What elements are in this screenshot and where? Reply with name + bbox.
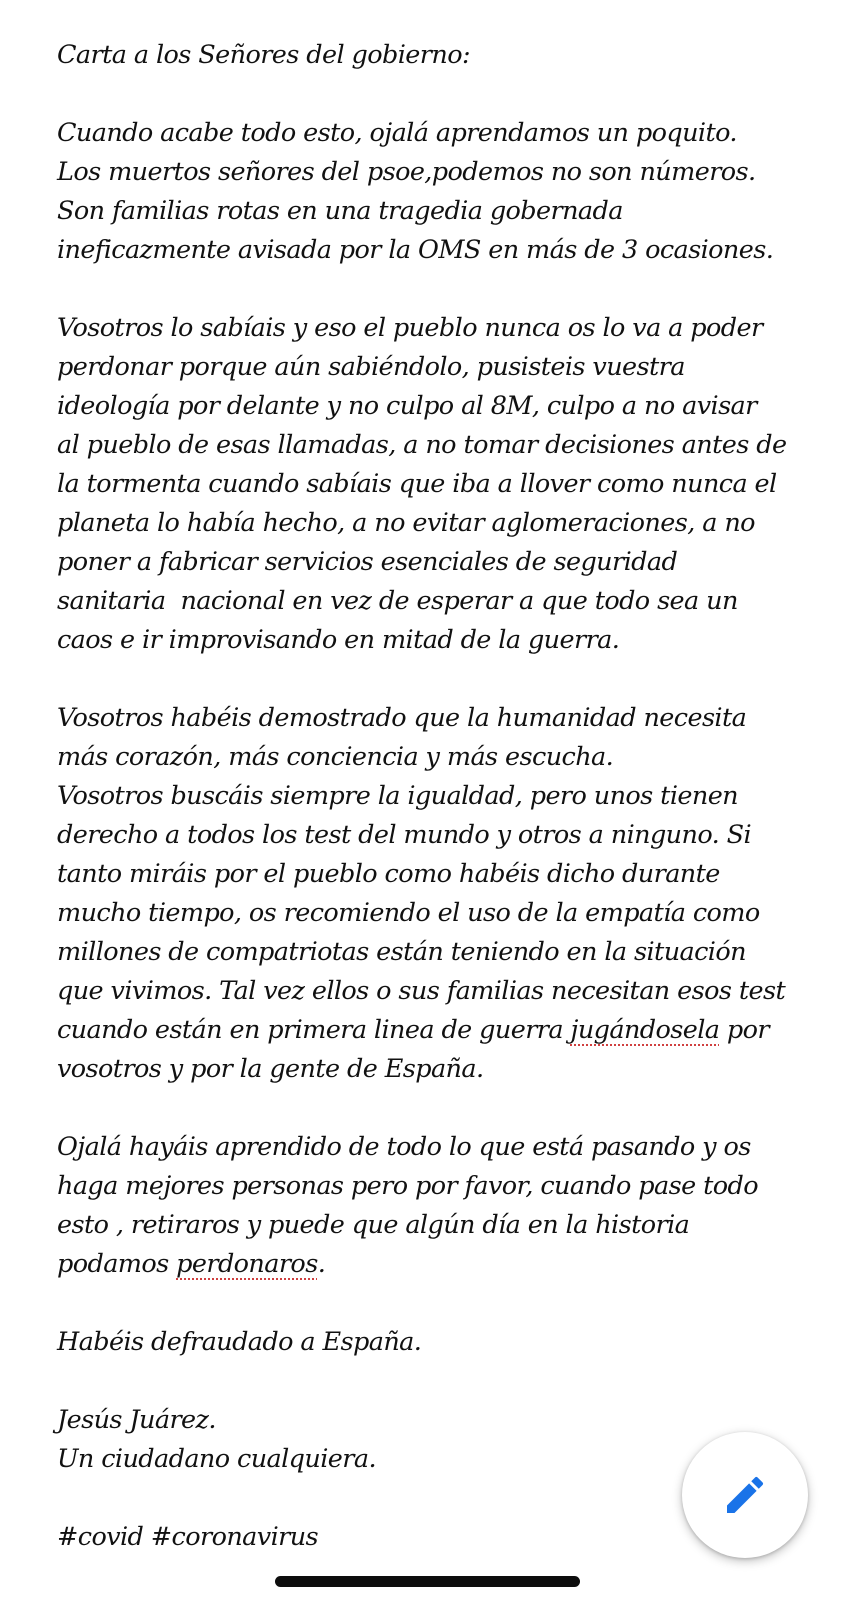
text-line: cuando están en primera linea de guerra jugándosela por bbox=[57, 1015, 769, 1045]
paragraph-spacer bbox=[57, 660, 837, 699]
text-line: esto , retiraros y puede que algún día en la historia bbox=[57, 1210, 690, 1240]
pencil-icon bbox=[721, 1471, 769, 1519]
document-body[interactable] bbox=[57, 36, 837, 1557]
home-indicator bbox=[275, 1576, 580, 1587]
text-line: Habéis defraudado a España. bbox=[57, 1327, 422, 1357]
text-line: podamos perdonaros. bbox=[57, 1249, 326, 1279]
text-line: Vosotros buscáis siempre la igualdad, pero unos tienen bbox=[57, 781, 739, 811]
text-line: haga mejores personas pero por favor, cuando pase todo bbox=[57, 1171, 758, 1201]
text-line: ideología por delante y no culpo al 8M, culpo a no avisar bbox=[57, 391, 757, 421]
text-line: más corazón, más conciencia y más escucha. bbox=[57, 742, 614, 772]
text-line: Son familias rotas en una tragedia gobernada bbox=[57, 196, 623, 226]
text-line: caos e ir improvisando en mitad de la guerra. bbox=[57, 625, 620, 655]
text-line: planeta lo había hecho, a no evitar aglomeraciones, a no bbox=[57, 508, 755, 538]
text-line: Cuando acabe todo esto, ojalá aprendamos un poquito. bbox=[57, 118, 737, 148]
text-line: millones de compatriotas están teniendo en la situación bbox=[57, 937, 746, 967]
text-line: que vivimos. Tal vez ellos o sus familias necesitan esos test bbox=[57, 976, 786, 1006]
paragraph-spacer bbox=[57, 1284, 837, 1323]
text-line: sanitaria nacional en vez de esperar a que todo sea un bbox=[57, 586, 738, 616]
text-line: ineficazmente avisada por la OMS en más de 3 ocasiones. bbox=[57, 235, 774, 265]
text-line: al pueblo de esas llamadas, a no tomar decisiones antes de bbox=[57, 430, 787, 460]
paragraph-spacer bbox=[57, 1362, 837, 1401]
text-line: Vosotros habéis demostrado que la humanidad necesita bbox=[57, 703, 747, 733]
text-line: Un ciudadano cualquiera. bbox=[57, 1444, 376, 1474]
text-line: perdonar porque aún sabiéndolo, pusisteis vuestra bbox=[57, 352, 685, 382]
text-line: poner a fabricar servicios esenciales de seguridad bbox=[57, 547, 678, 577]
text-line: Ojalá hayáis aprendido de todo lo que está pasando y os bbox=[57, 1132, 751, 1162]
edit-fab-button[interactable] bbox=[682, 1432, 808, 1558]
text-line: derecho a todos los test del mundo y otros a ninguno. Si bbox=[57, 820, 752, 850]
paragraph-spacer bbox=[57, 75, 837, 114]
misspelled-word: perdonaros bbox=[176, 1249, 318, 1279]
paragraph-spacer bbox=[57, 1089, 837, 1128]
paragraph-spacer bbox=[57, 270, 837, 309]
text-line: #covid #coronavirus bbox=[57, 1522, 319, 1552]
text-line: Carta a los Señores del gobierno: bbox=[57, 40, 470, 70]
text-line: Los muertos señores del psoe,podemos no son números. bbox=[57, 157, 756, 187]
text-line: Jesús Juárez. bbox=[57, 1405, 216, 1435]
text-line: vosotros y por la gente de España. bbox=[57, 1054, 484, 1084]
text-line: mucho tiempo, os recomiendo el uso de la empatía como bbox=[57, 898, 760, 928]
text-line: tanto miráis por el pueblo como habéis dicho durante bbox=[57, 859, 720, 889]
misspelled-word: jugándosela bbox=[570, 1015, 720, 1045]
text-line: Vosotros lo sabíais y eso el pueblo nunca os lo va a poder bbox=[57, 313, 763, 343]
text-line: la tormenta cuando sabíais que iba a llover como nunca el bbox=[57, 469, 777, 499]
